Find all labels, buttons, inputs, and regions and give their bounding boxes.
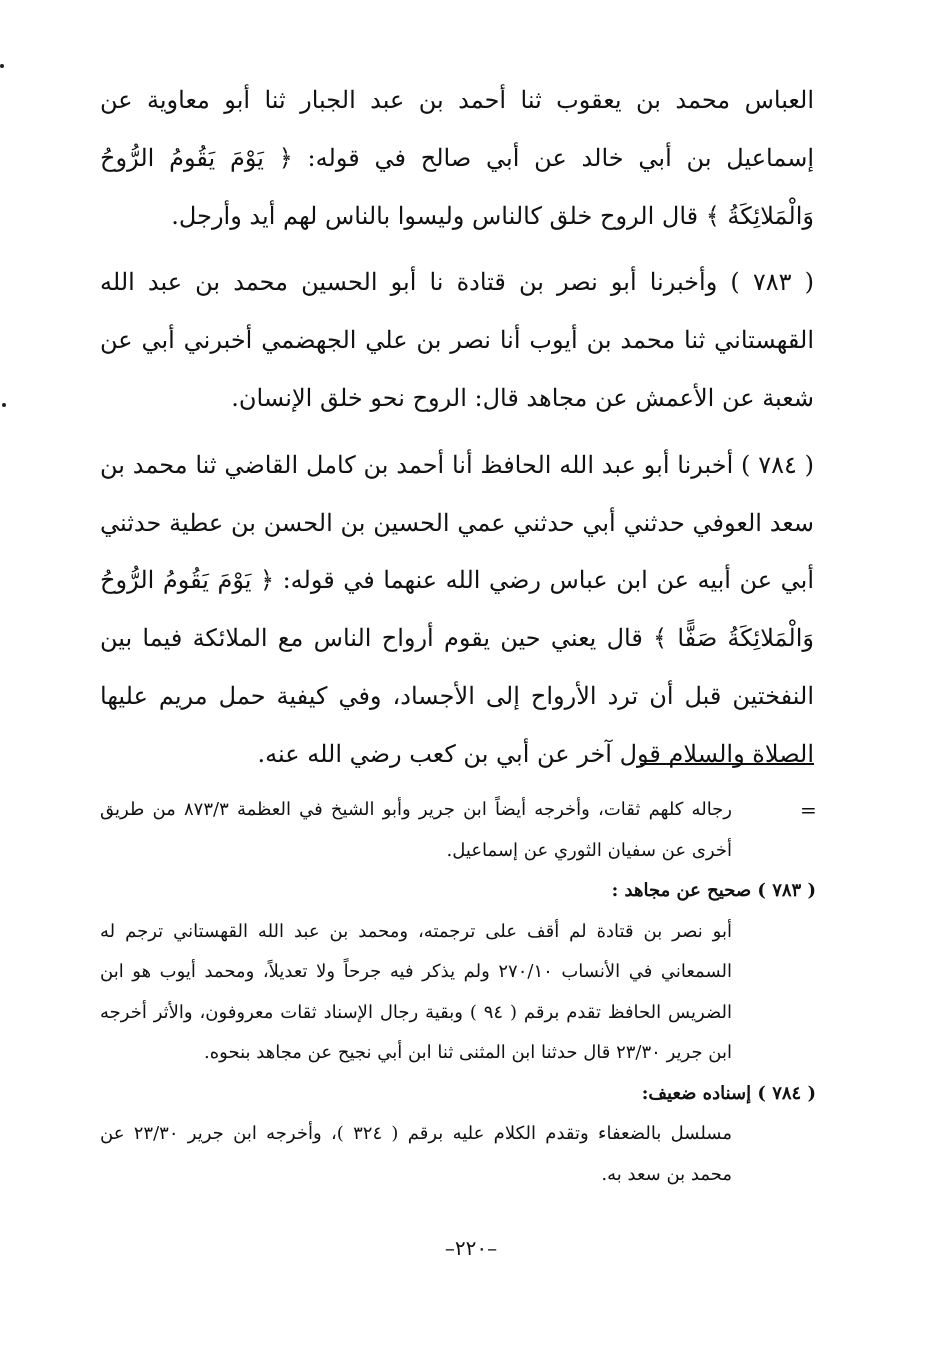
paragraph-783: ( ٧٨٣ ) وأخبرنا أبو نصر بن قتادة نا أبو الحسين محمد بن عبد الله القهستاني ثنا محمد بن أيوب أنا نصر بن علي الجهضمي أخبرني أبي عن شعبة عن الأعمش عن مجاهد قال: الروح نحو خلق الإنسان. <box>100 268 814 412</box>
margin-dot-top <box>0 64 4 68</box>
footnotes <box>100 790 816 1195</box>
footnote-continuation: رجاله كلهم ثقات، وأخرجه أيضاً ابن جرير وأبو الشيخ في العظمة ٨٧٣/٣ من طريق أخرى عن سفيان الثوري عن إسماعيل. <box>100 799 732 861</box>
paragraph-784: ( ٧٨٤ ) أخبرنا أبو عبد الله الحافظ أنا أحمد بن كامل القاضي ثنا محمد بن سعد العوفي حدثني أبي حدثني عمي الحسين بن الحسن بن عطية حدثني أبي عن أبيه عن ابن عباس رضي الله عنهما في قوله: ﴿ يَوْمَ يَقُومُ الرُّوحُ وَالْمَلائِكَةُ صَفًّا ﴾ قال يعني حين يقوم أرواح الناس مع الملائكة فيما بين النفختين قبل أن ترد الأرواح إلى الأجساد، وفي كيفية حمل مريم عليها الصلاة والسلام قول آخر عن أبي بن كعب رضي الله عنه. <box>100 450 815 768</box>
main-text <box>100 72 814 793</box>
margin-dot-middle <box>2 403 6 407</box>
footnote-783-heading: ( ٧٨٣ ) صحيح عن مجاهد : <box>611 880 816 901</box>
page-number: –٢٢٠– <box>444 1236 498 1260</box>
footnote-separator <box>640 763 814 765</box>
footnote-784-text: مسلسل بالضعفاء وتقدم الكلام عليه برقم ( ٣٢٤ )، وأخرجه ابن جرير ٢٣/٣٠ عن محمد بن سعد به. <box>100 1123 732 1185</box>
footnote-783-text: أبو نصر بن قتادة لم أقف على ترجمته، ومحمد بن عبد الله القهستاني ترجم له السمعاني في الأنساب ٢٧٠/١٠ ولم يذكر فيه جرحاً ولا تعديلاً، ومحمد أيوب هو ابن الضريس الحافظ تقدم برقم ( ٩٤ ) وبقية رجال الإسناد ثقات معروفون، والأثر أخرجه ابن جرير ٢٣/٣٠ قال حدثنا ابن المثنى ثنا ابن أبي نجيح عن مجاهد بنحوه. <box>100 920 733 1063</box>
footnote-784-heading: ( ٧٨٤ ) إسناده ضعيف: <box>641 1082 816 1104</box>
continuation-mark: = <box>800 798 817 822</box>
paragraph-782-end: العباس محمد بن يعقوب ثنا أحمد بن عبد الجبار ثنا أبو معاوية عن إسماعيل بن أبي خالد عن أبي صالح في قوله: ﴿ يَوْمَ يَقُومُ الرُّوحُ وَالْمَلائِكَةُ ﴾ قال الروح خلق كالناس وليسوا بالناس لهم أيد وأرجل. <box>100 86 814 230</box>
